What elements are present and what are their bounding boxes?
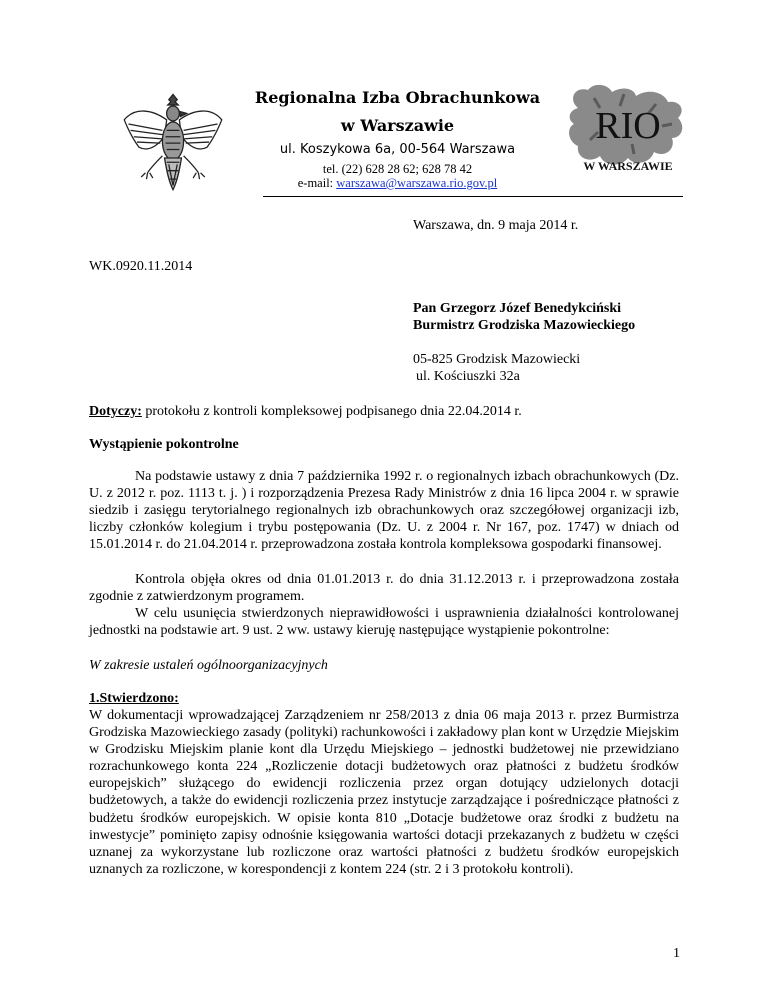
org-city: w Warszawie bbox=[340, 116, 455, 135]
email-link[interactable]: warszawa@warszawa.rio.gov.pl bbox=[336, 176, 498, 190]
rio-logo-text: RIO bbox=[595, 105, 661, 147]
date-line: Warszawa, dn. 9 maja 2014 r. bbox=[413, 218, 579, 233]
org-address: ul. Koszykowa 6a, 00-564 Warszawa bbox=[279, 142, 516, 157]
reference-number: WK.0920.11.2014 bbox=[89, 259, 193, 274]
finding-text: W dokumentacji wprowadzającej Zarządzeniem nr 258/2013 z dnia 06 maja 2013 r. przez Burmistrza Grodziska Mazowieckiego zasady (polityki) rachunkowości i zakładowy plan kont w Urzędzie Miejskim w Grodzisku Miejskim planie kont dla Urzędu Miejskiego – jednostki budżetowej nie przewidziano rozrachunkowego konta 224 „Rozliczenie dotacji budżetowych oraz płatności z budżetu środków europejskich” służącego do ewidencji rozliczenia przez organ dotujący udzielonych dotacji budżetowych, a także do ewidencji rozliczenia przez instytucje zarządzające i pośredniczące płatności z budżetu środków europejskich. W opisie konta 810 „Dotacje budżetowe oraz środki z budżetu na inwestycje” pominięto zapisy odnośnie księgowania wartości dotacji przekazanych z budżetu w części uznanej za wykorzystane lub rozliczone oraz wartości płatności z budżetu środków europejskich uznanych za rozliczone, w korespondencji z kontem 224 (str. 2 i 3 protokołu kontroli). bbox=[89, 708, 679, 877]
org-email-line bbox=[225, 176, 570, 191]
paragraph-legal-basis: Na podstawie ustawy z dnia 7 października 1992 r. o regionalnych izbach obrachunkowych (Dz. U. z 2012 r. poz. 1113 t. j. ) i rozporządzenia Prezesa Rady Ministrów z dnia 16 lipca 2004 r. w sprawie siedzib i zasięgu terytorialnego regionalnych izb obrachunkowych oraz szczegółowej organizacji izb, liczby członków kolegium i trybu postępowania (Dz. U. z 2004 r. Nr 167, poz. 1747) w dniach od 15.01.2014 r. do 21.04.2014 r. przeprowadzona została kontrola kompleksowa gospodarki finansowej. bbox=[89, 469, 679, 553]
paragraph-scope: Kontrola objęła okres od dnia 01.01.2013 r. do dnia 31.12.2013 r. i przeprowadzona została zgodnie z zatwierdzonym programem. bbox=[89, 572, 679, 605]
org-phone: tel. (22) 628 28 62; 628 78 42 bbox=[322, 162, 473, 176]
recipient-postal: 05-825 Grodzisk Mazowiecki bbox=[413, 352, 581, 367]
subject-label: Dotyczy: bbox=[89, 404, 142, 419]
rio-logo-subtext: W WARSZAWIE bbox=[583, 159, 673, 173]
org-name: Regionalna Izba Obrachunkowa bbox=[254, 88, 541, 107]
rio-logo bbox=[564, 80, 688, 176]
subject-text: protokołu z kontroli kompleksowej podpisanego dnia 22.04.2014 r. bbox=[141, 404, 522, 419]
finding-label: 1.Stwierdzono: bbox=[89, 691, 179, 706]
page-number: 1 bbox=[673, 946, 680, 961]
subject-line bbox=[89, 403, 522, 420]
recipient-name: Pan Grzegorz Józef Benedykciński bbox=[413, 301, 622, 316]
recipient-title: Burmistrz Grodziska Mazowieckiego bbox=[413, 318, 636, 333]
section-heading: W zakresie ustaleń ogólnoorganizacyjnych bbox=[89, 658, 328, 673]
letter-heading: Wystąpienie pokontrolne bbox=[89, 437, 239, 452]
email-label: e-mail: bbox=[297, 176, 337, 190]
polish-eagle-emblem bbox=[120, 88, 226, 194]
header-divider bbox=[263, 196, 683, 197]
recipient-street: ul. Kościuszki 32a bbox=[416, 369, 520, 384]
paragraph-purpose: W celu usunięcia stwierdzonych nieprawidłowości i usprawnienia działalności kontrolowanej jednostki na podstawie art. 9 ust. 2 ww. ustawy kieruję następujące wystąpienie pokontrolne: bbox=[89, 606, 679, 639]
